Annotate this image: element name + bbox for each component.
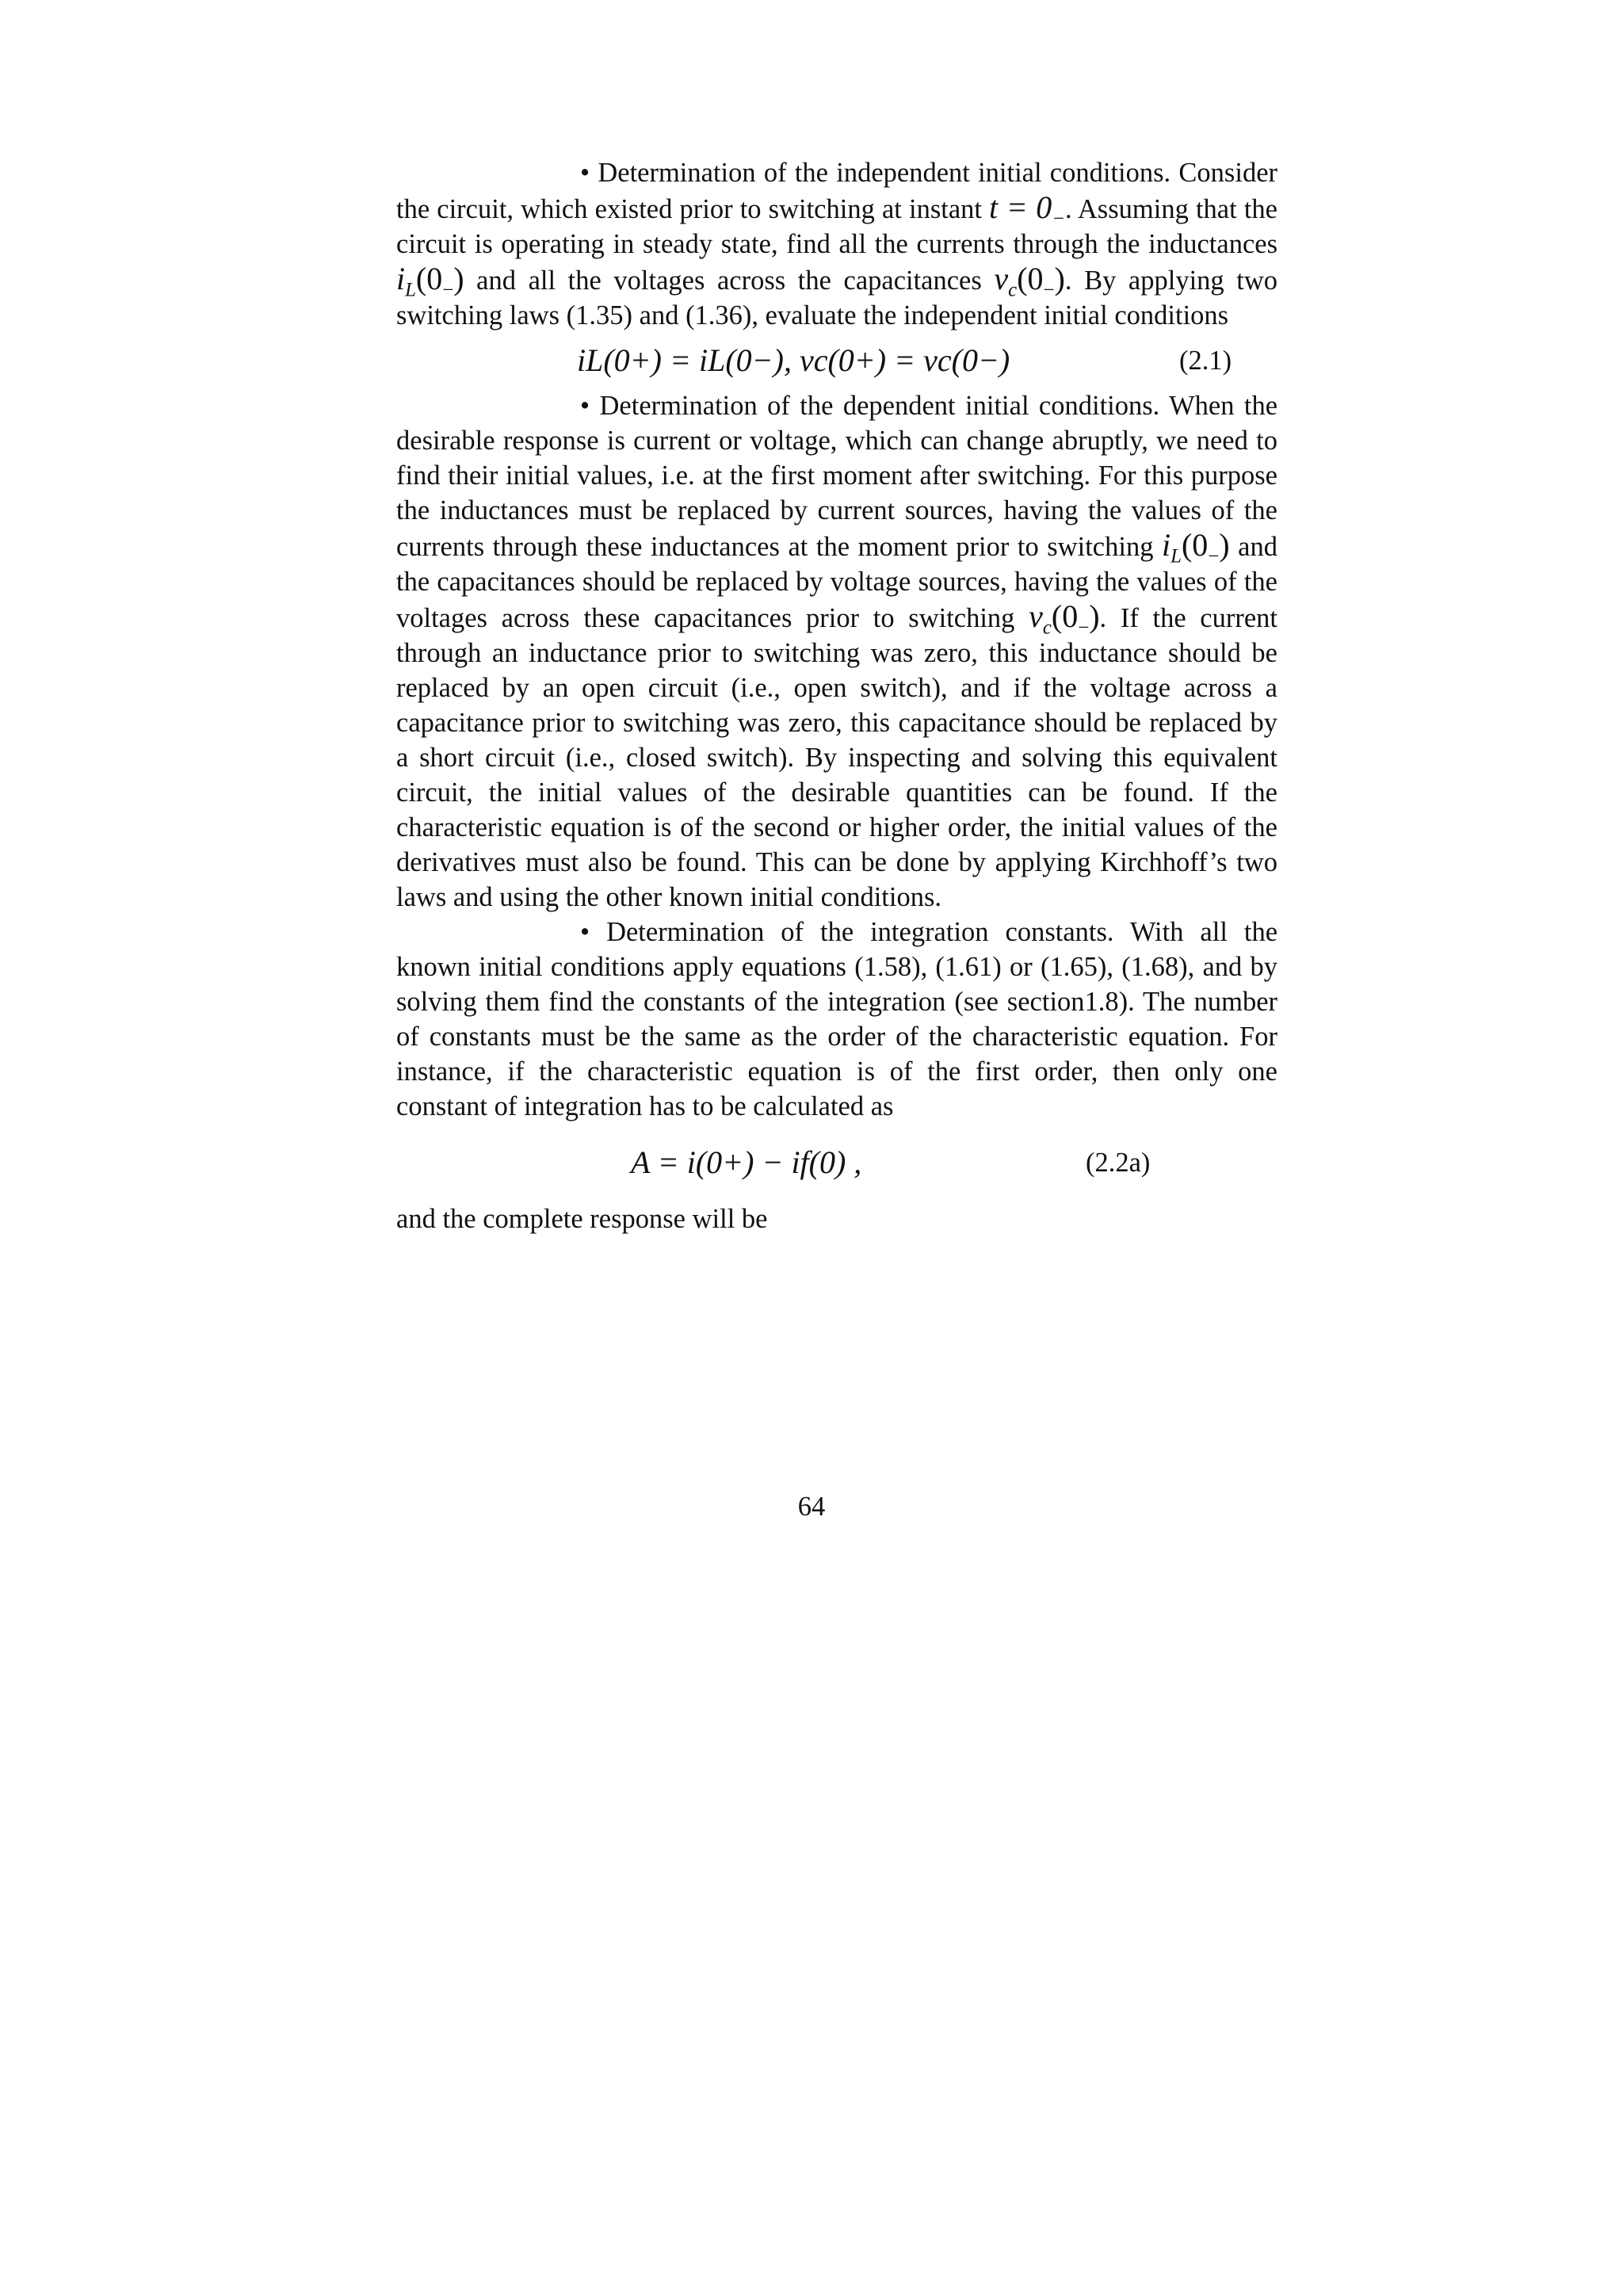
bullet-icon: • — [580, 917, 590, 947]
bullet-icon: • — [580, 158, 590, 188]
paragraph-complete-response — [396, 1201, 1277, 1236]
page-body — [396, 155, 1277, 1236]
paragraph-integration-constants — [396, 915, 1277, 1124]
paragraph-text: and the complete response will be — [396, 1204, 768, 1234]
math-vc-zero-minus: $v_c(0_-)$ — [1029, 598, 1100, 639]
paragraph-text: . Assuming that the circuit is operating in steady state, find all the currents through the inductances — [396, 194, 1277, 259]
paragraph-independent-initial-conditions — [396, 155, 1277, 333]
page-number: 64 — [797, 1492, 826, 1522]
paragraph-text: and the capacitances should be replaced by voltage sources, having the values of the voltages across these capacitances prior to switching — [396, 532, 1277, 633]
paragraph-text: Determination of the independent initial conditions. Consider the circuit, which existed prior to switching at instant — [396, 158, 1277, 224]
math-iL-zero-minus: $i_L(0_-)$ — [396, 261, 464, 301]
math-vc-zero-minus: $v_c(0_-)$ — [994, 261, 1065, 301]
math-t-zero-minus: $t = 0_-$ — [989, 189, 1066, 230]
equation-2-2a — [396, 1135, 1277, 1190]
bullet-icon: • — [580, 391, 590, 421]
math-iL-zero-minus: $i_L(0_-)$ — [1162, 527, 1230, 567]
equation-number: (2.1) — [1179, 346, 1232, 376]
equation-number: (2.2a) — [1086, 1148, 1151, 1178]
paragraph-text: and all the voltages across the capacitances — [464, 266, 995, 296]
equation-formula: iL(0+) = iL(0−), vc(0+) = vc(0−) — [577, 342, 1010, 378]
paragraph-text: . If the current through an inductance prior to switching was zero, this inductance should be replaced by an open circuit (i.e., open switch), and if the voltage across a capacitance prior to switching was zero, this capacitance should be replaced by a short circuit (i.e., closed switch). By inspecting and solving this equivalent circuit, the initial values of the desirable quantities can be found. If the characteristic equation is of the second or higher order, the initial values of the derivatives must also be found. This can be done by applying Kirchhoff’s two laws and using the other known initial conditions. — [396, 603, 1277, 912]
paragraph-text: Determination of the integration constants. With all the known initial conditions apply equations (1.58), (1.61) or (1.65), (1.68), and by solving them find the constants of the integration (see section1.8). The number of constants must be the same as the order of the characteristic equation. For instance, if the characteristic equation is of the first order, then only one constant of integration has to be calculated as — [396, 917, 1278, 1121]
equation-2-1 — [396, 333, 1277, 388]
equation-formula: A = i(0+) − if(0) , — [631, 1144, 862, 1180]
paragraph-text: . By applying two switching laws (1.35) and (1.36), evaluate the independent initial conditions — [396, 266, 1277, 330]
paragraph-dependent-initial-conditions — [396, 388, 1277, 915]
paragraph-text: Determination of the dependent initial conditions. When the desirable response is current or voltage, which can change abruptly, we need to find their initial values, i.e. at the first moment after switching. For this purpose the inductances must be replaced by current sources, having the values of the currents through these inductances at the moment prior to switching — [396, 391, 1278, 562]
